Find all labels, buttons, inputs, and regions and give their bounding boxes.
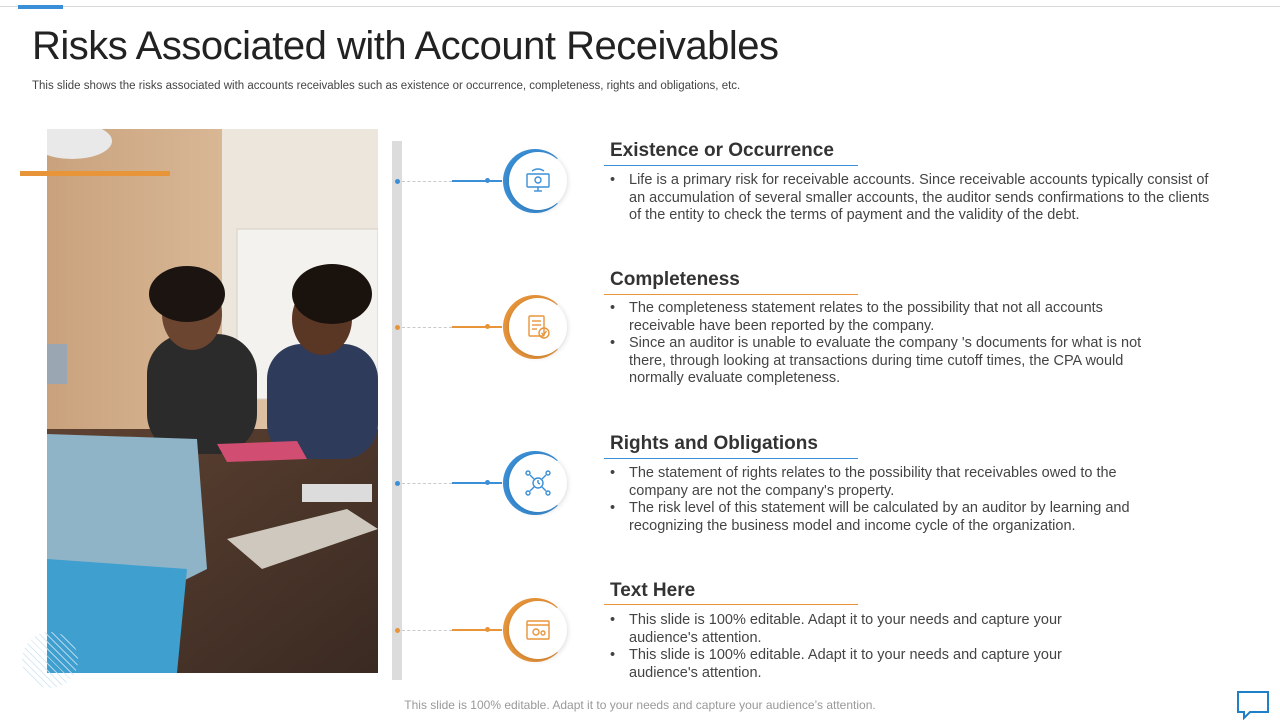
connector-dashed xyxy=(402,327,452,328)
settings-window-icon xyxy=(509,601,567,659)
top-divider xyxy=(0,6,1280,7)
top-accent-bar xyxy=(18,5,63,9)
heading-underline xyxy=(604,294,858,295)
bullet-text: • The statement of rights relates to the possibility that receivables owed to the company are not the company's property. xyxy=(610,465,1170,500)
connector-dashed xyxy=(402,630,452,631)
connector-dot xyxy=(485,324,490,329)
bullet-text: • The completeness statement relates to the possibility that not all accounts receivable have been reported by the company. xyxy=(610,300,1170,335)
item-bullets xyxy=(610,300,1170,388)
item-bullets xyxy=(610,172,1210,225)
item-bullets xyxy=(610,612,1130,682)
timeline-dot xyxy=(395,481,400,486)
timeline-dot xyxy=(395,628,400,633)
slide-subtitle: This slide shows the risks associated with accounts receivables such as existence or occurrence, completeness, rights and obligations, etc. xyxy=(32,80,741,92)
checklist-document-icon xyxy=(509,298,567,356)
item-heading: Existence or Occurrence xyxy=(610,140,834,161)
timeline-dot xyxy=(395,179,400,184)
online-monitoring-icon xyxy=(509,152,567,210)
timeline-bar xyxy=(392,141,402,680)
timeline-dot xyxy=(395,325,400,330)
heading-underline xyxy=(604,165,858,166)
footer-note: This slide is 100% editable. Adapt it to your needs and capture your audience’s attention. xyxy=(404,698,876,712)
bullet-text: • This slide is 100% editable. Adapt it to your needs and capture your audience's attention. xyxy=(610,647,1130,682)
connector-solid xyxy=(452,629,502,631)
item-bullets xyxy=(610,465,1170,535)
item-heading: Completeness xyxy=(610,269,740,290)
item-heading: Rights and Obligations xyxy=(610,433,818,454)
bullet-text: • Life is a primary risk for receivable accounts. Since receivable accounts typically consist of an accumulation of several smaller accounts, the auditor sends confirmations to the clients of the entity to check the terms of payment and the validity of the debt. xyxy=(610,172,1210,225)
heading-underline xyxy=(604,458,858,459)
accent-bar-orange xyxy=(20,171,170,176)
slide-title: Risks Associated with Account Receivables xyxy=(32,24,779,68)
heading-underline xyxy=(604,604,858,605)
bullet-text: • This slide is 100% editable. Adapt it to your needs and capture your audience's attention. xyxy=(610,612,1130,647)
connector-solid xyxy=(452,482,502,484)
network-clock-icon xyxy=(509,454,567,512)
connector-solid xyxy=(452,326,502,328)
connector-dashed xyxy=(402,483,452,484)
decorative-circle xyxy=(22,632,78,688)
bullet-text: • Since an auditor is unable to evaluate the company 's documents for what is not there, through looking at transactions during time cutoff times, the CPA would normally evaluate completeness. xyxy=(610,335,1170,388)
connector-solid xyxy=(452,180,502,182)
connector-dot xyxy=(485,627,490,632)
connector-dashed xyxy=(402,181,452,182)
connector-dot xyxy=(485,480,490,485)
item-heading: Text Here xyxy=(610,580,696,601)
meeting-photo xyxy=(47,129,378,673)
connector-dot xyxy=(485,178,490,183)
bullet-text: • The risk level of this statement will be calculated by an auditor by learning and recognizing the business model and income cycle of the organization. xyxy=(610,500,1170,535)
